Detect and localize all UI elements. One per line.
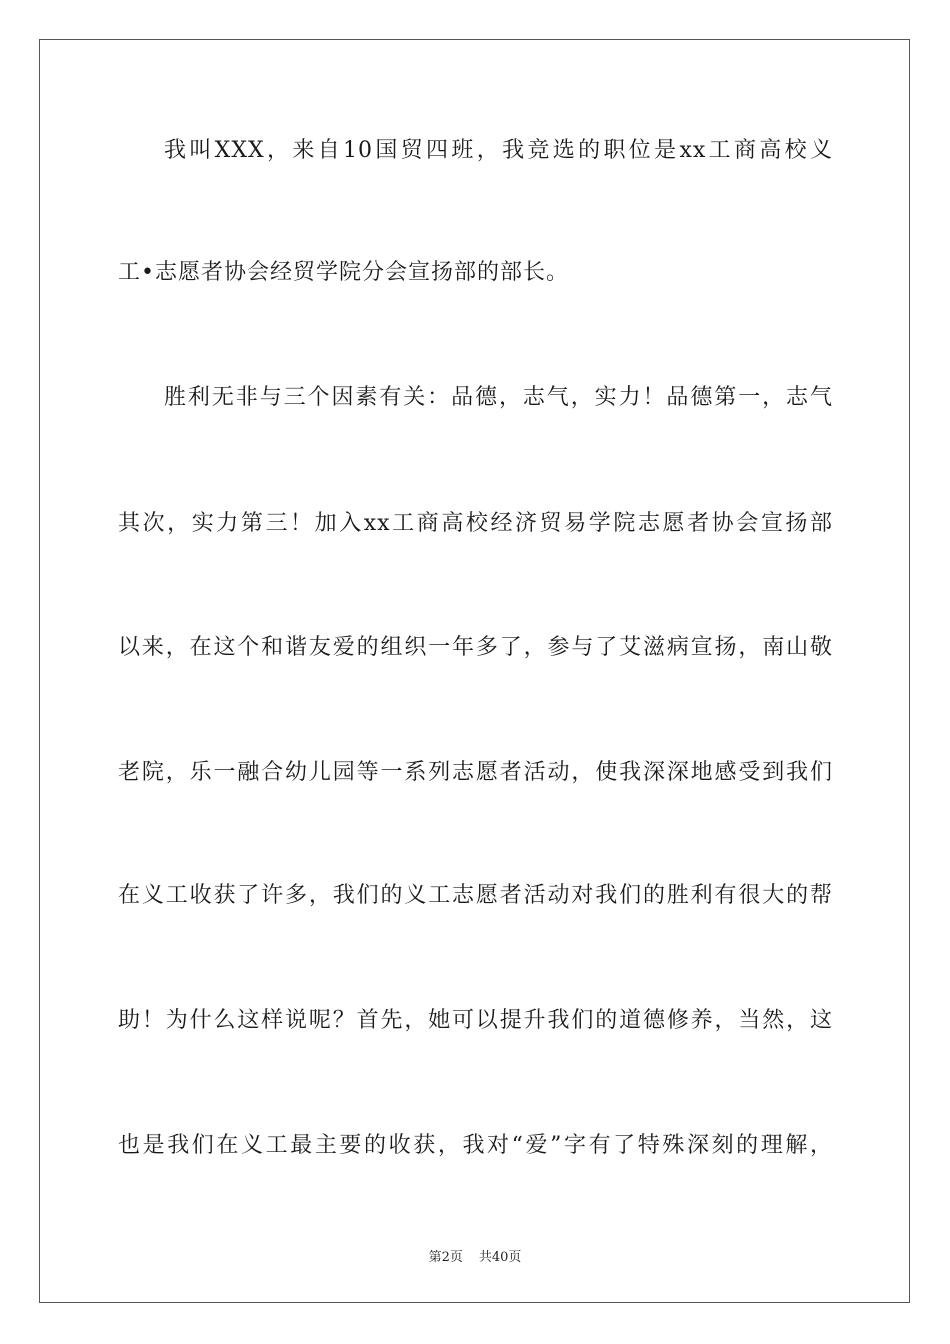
- paragraph-2-line-6: 助！为什么这样说呢？首先，她可以提升我们的道德修养，当然，这: [118, 1008, 833, 1033]
- page-footer: [0, 1246, 950, 1265]
- paragraph-1-line-1: 我叫XXX，来自10国贸四班，我竞选的职位是xx工商高校义: [164, 138, 833, 163]
- page-total: 共40页: [478, 1250, 522, 1265]
- page-border: [39, 39, 910, 1303]
- paragraph-2-line-7: 也是我们在义工最主要的收获，我对“爱”字有了特殊深刻的理解，: [118, 1133, 833, 1158]
- paragraph-2-line-2: 其次，实力第三！加入xx工商高校经济贸易学院志愿者协会宣扬部: [118, 511, 833, 536]
- page-number: 第2页: [428, 1250, 463, 1265]
- paragraph-2-line-5: 在义工收获了许多，我们的义工志愿者活动对我们的胜利有很大的帮: [118, 883, 833, 908]
- paragraph-2-line-4: 老院，乐一融合幼儿园等一系列志愿者活动，使我深深地感受到我们: [118, 760, 833, 785]
- paragraph-1-line-2: 工•志愿者协会经贸学院分会宣扬部的部长。: [118, 260, 569, 285]
- paragraph-2-line-3: 以来，在这个和谐友爱的组织一年多了，参与了艾滋病宣扬，南山敬: [118, 635, 833, 660]
- paragraph-2-line-1: 胜利无非与三个因素有关：品德，志气，实力！品德第一，志气: [164, 385, 833, 410]
